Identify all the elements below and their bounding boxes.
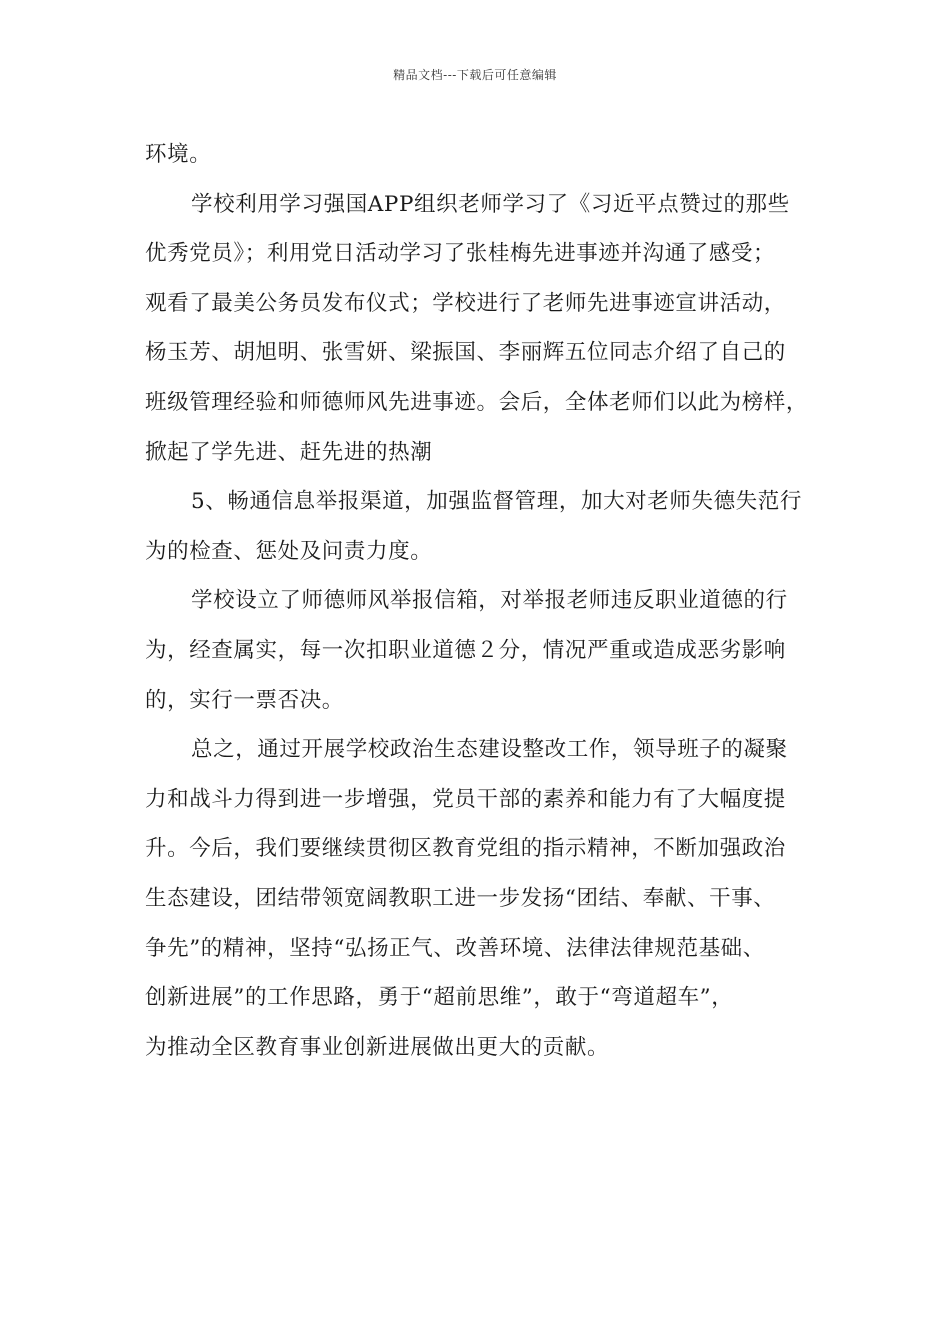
text-line: 环境。: [145, 142, 212, 167]
document-body: [145, 130, 817, 1072]
text-line: 班级管理经验和师德师风先进事迹。会后，全体老师们以此为榜样，: [145, 389, 809, 415]
text-line: 观看了最美公务员发布仪式；学校进行了老师先进事迹宣讲活动，: [145, 290, 786, 316]
text-line: 为推动全区教育事业创新进展做出更大的贡献。: [145, 1034, 610, 1060]
text-line: 升。今后，我们要继续贯彻区教育党组的指示精神，不断加强政治: [145, 836, 786, 862]
text-line: 力和战斗力得到进一步增强，党员干部的素养和能力有了大幅度提: [145, 786, 786, 812]
text-line: 5、畅通信息举报渠道，加强监督管理，加大对老师失德失范行: [191, 489, 802, 515]
text-line: 的，实行一票否决。: [145, 687, 344, 713]
text-line: 为，经查属实，每一次扣职业道德２分，情况严重或造成恶劣影响: [145, 637, 786, 663]
text-line: 学校设立了师德师风举报信箱，对举报老师违反职业道德的行: [191, 588, 788, 614]
text-line: 生态建设，团结带领宽阔教职工进一步发扬“团结、奉献、干事、: [145, 885, 776, 911]
text-line: 争先”的精神，坚持“弘扬正气、改善环境、法律法律规范基础、: [145, 935, 765, 961]
text-line: 杨玉芳、胡旭明、张雪妍、梁振国、李丽辉五位同志介绍了自己的: [145, 340, 786, 366]
text-line: 掀起了学先进、赶先进的热潮: [145, 439, 433, 465]
page-header: 精品文档---下载后可任意编辑: [393, 68, 557, 82]
text-line: 学校利用学习强国APP组织老师学习了《习近平点赞过的那些: [191, 191, 790, 217]
text-line: 总之，通过开展学校政治生态建设整改工作，领导班子的凝聚: [191, 737, 788, 763]
text-line: 优秀党员》；利用党日活动学习了张桂梅先进事迹并沟通了感受；: [145, 241, 776, 267]
text-line: 创新进展”的工作思路，勇于“超前思维”，敢于“弯道超车”，: [145, 985, 734, 1011]
text-line: 为的检查、惩处及问责力度。: [145, 538, 433, 564]
